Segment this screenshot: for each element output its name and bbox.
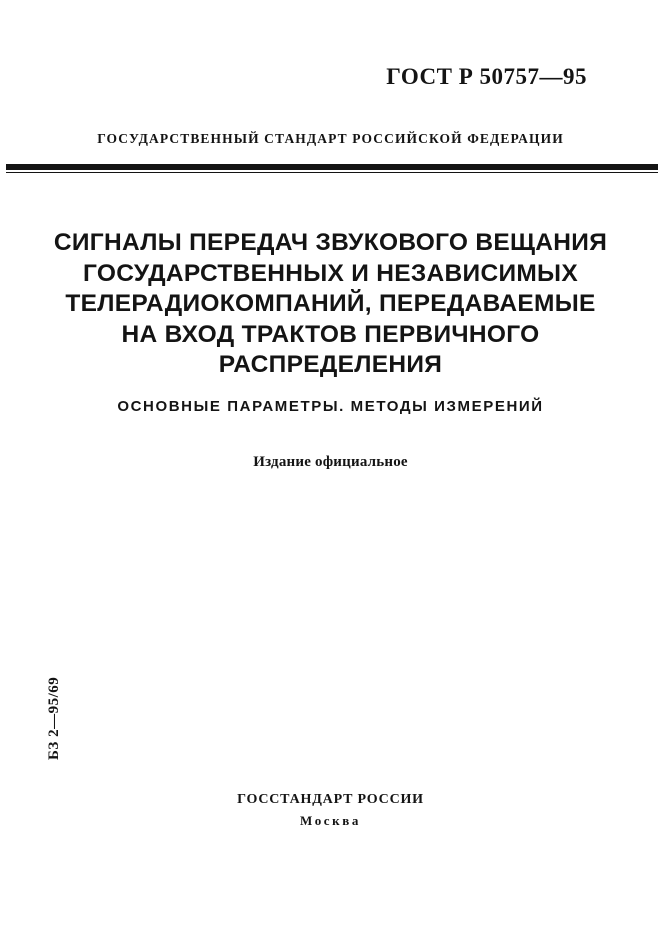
side-catalog-code: БЗ 2—95/69	[46, 676, 62, 760]
title-line: РАСПРЕДЕЛЕНИЯ	[218, 351, 443, 378]
document-subtitle: ОСНОВНЫЕ ПАРАМЕТРЫ. МЕТОДЫ ИЗМЕРЕНИЙ	[117, 398, 544, 415]
title-line: НА ВХОД ТРАКТОВ ПЕРВИЧНОГО	[121, 320, 540, 348]
document-title	[0, 228, 661, 381]
publisher-name: ГОССТАНДАРТ РОССИИ	[237, 792, 424, 807]
title-line: ТЕЛЕРАДИОКОМПАНИЙ, ПЕРЕДАВАЕМЫЕ	[65, 290, 596, 317]
publication-city: Москва	[300, 813, 361, 828]
standard-number: ГОСТ Р 50757—95	[386, 64, 587, 89]
header-rule-thick	[6, 164, 658, 170]
title-line: СИГНАЛЫ ПЕРЕДАЧ ЗВУКОВОГО ВЕЩАНИЯ	[53, 229, 608, 256]
edition-label: Издание официальное	[253, 454, 408, 470]
title-line: ГОСУДАРСТВЕННЫХ И НЕЗАВИСИМЫХ	[82, 259, 578, 287]
organization-header: ГОСУДАРСТВЕННЫЙ СТАНДАРТ РОССИЙСКОЙ ФЕДЕРАЦИИ	[97, 131, 564, 146]
header-rule-thin	[6, 172, 658, 173]
